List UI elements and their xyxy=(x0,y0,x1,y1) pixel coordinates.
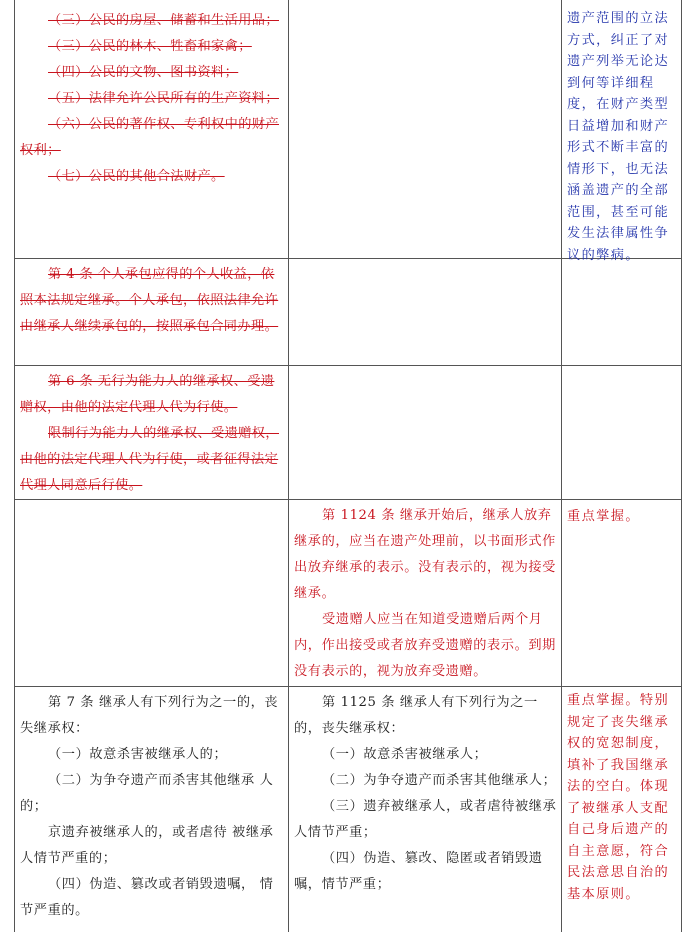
row-divider-2 xyxy=(14,365,682,366)
old-item: （四）公民的文物、图书资料； xyxy=(48,65,239,80)
article-1125-new-cell xyxy=(294,690,558,898)
table-border-right xyxy=(681,0,682,932)
article-1125-item: （二）为争夺遗产而杀害其他继承人； xyxy=(322,773,557,788)
property-list-old-cell xyxy=(20,8,284,190)
property-list-note-cell xyxy=(567,8,677,266)
article-6-text: 第 6 条 无行为能力人的继承权、受遗赠权，由他的法定代理人代为行使。 xyxy=(20,374,275,415)
article-7-item: （一）故意杀害被继承人的； xyxy=(48,747,228,762)
note-text: 遗产范围的立法方式，纠正了对遗产列举无论达到何等详细程度，在财产类型日益增加和财产形式不断丰富的情形下，也无法涵盖遗产的全部范围，甚至可能发生法律属性争议的弊病。 xyxy=(567,11,670,263)
table-divider-col1 xyxy=(288,0,289,932)
article-1125-item: （四）伪造、篡改、隐匿或者销毁遗嘱，情节严重； xyxy=(294,851,543,892)
article-1124-text: 受遗赠人应当在知道受遗赠后两个月内，作出接受或者放弃受遗赠的表示。到期没有表示的，视为放弃受遗赠。 xyxy=(294,612,556,679)
article-1124-text: 第 1124 条 继承开始后，继承人放弃继承的，应当在遗产处理前，以书面形式作出放弃继承的表示。没有表示的，视为接受继承。 xyxy=(294,508,556,601)
article-1124-note-cell xyxy=(567,506,677,528)
article-1125-item: （一）故意杀害被继承人； xyxy=(322,747,488,762)
table-border-left xyxy=(14,0,15,932)
article-1124-new-cell xyxy=(294,503,558,685)
article-6-text: 限制行为能力人的继承权、受遗赠权，由他的法定代理人代为行使，或者征得法定代理人同意后行使。 xyxy=(20,426,279,493)
article-6-old-cell xyxy=(20,369,284,499)
article-4-text: 第 4 条 个人承包应得的个人收益，依照本法规定继承。个人承包，依照法律允许由继承人继续承包的，按照承包合同办理。 xyxy=(20,267,279,334)
old-item: （六）公民的著作权、专利权中的财产权利； xyxy=(20,117,279,158)
article-1125-text: 第 1125 条 继承人有下列行为之一的，丧失继承权： xyxy=(294,695,538,736)
article-7-item: （四）伪造、篡改或者销毁遗嘱， 情节严重的。 xyxy=(20,877,274,918)
old-item: （三）公民的房屋、储蓄和生活用品； xyxy=(48,13,279,28)
article-7-item: （二）为争夺遗产而杀害其他继承 人的； xyxy=(20,773,274,814)
old-item: （五）法律允许公民所有的生产资料； xyxy=(48,91,279,106)
old-item: （三）公民的林木、牲畜和家禽； xyxy=(48,39,252,54)
note-text: 重点掌握。 xyxy=(567,509,640,524)
old-item: （七）公民的其他合法财产。 xyxy=(48,169,225,184)
article-7-text: 第 7 条 继承人有下列行为之一的，丧失继承权： xyxy=(20,695,279,736)
row-divider-3 xyxy=(14,499,682,500)
article-1125-item: （三）遗弃被继承人，或者虐待被继承人情节严重； xyxy=(294,799,557,840)
article-7-old-cell xyxy=(20,690,284,924)
article-1125-note-cell xyxy=(567,690,677,905)
article-7-item: 京遗弃被继承人的，或者虐待 被继承人情节严重的； xyxy=(20,825,274,866)
row-divider-4 xyxy=(14,686,682,687)
table-divider-col2 xyxy=(561,0,562,932)
note-text: 重点掌握。特别规定了丧失继承权的宽恕制度，填补了我国继承法的空白。体现了被继承人支配自己身后遗产的自主意愿，符合民法意思自治的基本原则。 xyxy=(567,693,670,902)
article-4-old-cell xyxy=(20,262,284,340)
